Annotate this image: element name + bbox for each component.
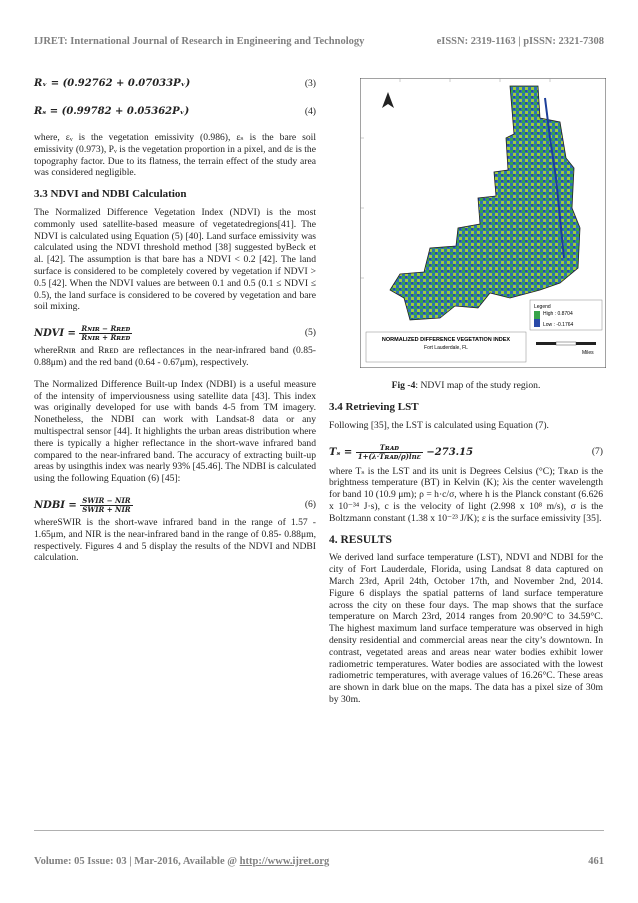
figure-caption	[329, 380, 603, 391]
equation-6-number: (6)	[304, 498, 316, 510]
legend-low: Low : -0.1764	[543, 322, 574, 328]
equation-6-denominator: SWIR + NIR	[82, 504, 131, 514]
equation-7-denominator: 1+(λ·Tʀᴀᴅ/ρ)lnε	[357, 451, 421, 461]
equation-6	[34, 491, 316, 517]
equation-5-numerator: Rɴɪʀ − Rʀᴇᴅ	[81, 324, 131, 334]
map-legend	[530, 300, 602, 330]
equation-5-number: (5)	[304, 327, 316, 339]
page-header	[34, 36, 604, 50]
legend-high: High : 0.8704	[543, 311, 573, 317]
ndvi-map	[360, 78, 606, 368]
paragraph-eq5: whereRɴɪʀ and Rʀᴇᴅ are reflectances in the near-infrared band (0.85- 0.88μm) and the red band (0.64 - 0.67μm), respectively.	[34, 345, 316, 368]
caption-text: : NDVI map of the study region.	[415, 380, 541, 391]
journal-link[interactable]: http://www.ijret.org	[239, 856, 330, 867]
equation-3-body: Rᵥ = (0.92762 + 0.07033Pᵥ)	[34, 78, 191, 89]
section-3-3-title: 3.3 NDVI and NDBI Calculation	[34, 188, 187, 201]
equation-7-lhs: Tₛ =	[329, 446, 353, 458]
equation-6-lhs: NDBI =	[34, 499, 77, 511]
caption-label: Fig -4	[391, 380, 416, 391]
paragraph-eq7: where Tₛ is the LST and its unit is Degrees Celsius (°C); Tʀᴀᴅ is the brightness temperature (BT) in Kelvin (K); λis the center wavelength for band 10 (10.9 μm); ρ = h·c/σ, where h is the Planck constant (6.626 x 10⁻³⁴ J·s), c is the velocity of light (2.998 x 10⁸ m/s), σ is the Boltzmann constant (1.38 x 10⁻²³ J/K); ε is the surface emissivity [35].	[329, 465, 603, 524]
equation-5-denominator: Rɴɪʀ + Rʀᴇᴅ	[81, 333, 131, 343]
equation-7	[329, 438, 603, 466]
equation-4	[34, 102, 316, 124]
equation-4-body: Rₛ = (0.99782 + 0.05362Pᵥ)	[34, 106, 190, 117]
paragraph-eq6: whereSWIR is the short-wave infrared band in the range of 1.57 - 1.65μm, and NIR is the near-infrared band in the range of 0.85- 0.88μm, respectively. Figures 4 and 5 display the results of the NDVI and NDBI calculation.	[34, 516, 316, 564]
equation-3-number: (3)	[304, 78, 316, 89]
paragraph-where: where, εᵥ is the vegetation emissivity (0.986), εₛ is the bare soil emissivity (0.973), Pᵥ is the vegetation proportion in a pixel, and dε is the topography factor. Due to its flatness, the terrain effect of the study area was considered negligible.	[34, 132, 316, 179]
footer-divider	[34, 830, 604, 831]
section-3-4-paragraph: Following [35], the LST is calculated using Equation (7).	[329, 419, 549, 431]
map-title: NORMALIZED DIFFERENCE VEGETATION INDEX	[381, 337, 511, 343]
equation-5	[34, 319, 316, 345]
left-column	[34, 74, 316, 570]
map-subtitle: Fort Lauderdale, FL	[424, 345, 468, 351]
equation-7-numerator: Tʀᴀᴅ	[356, 444, 423, 453]
section-3-4-title: 3.4 Retrieving LST	[329, 401, 419, 413]
legend-title: Legend	[534, 304, 551, 310]
equation-7-fraction	[356, 444, 423, 461]
equation-5-lhs: NDVI =	[34, 328, 76, 340]
paragraph-ndbi: The Normalized Difference Built-up Index (NDBI) is a useful measure of the intensity of imperviousness using satellite data [43]. This index was originally developed for use with bands 4-5 from TM imagery. Nonetheless, the NDBI can work with Landsat-8 data or any multispectral sensor [44]. It highlights the urban areas distribution where there is typically a higher reflectance in the short-wave infrared band compared to the near-infrared band. The accuracy of extracting built-up areas by usingthis index was nearly 93% [45.46]. The NDBI is calculated using the following Equation (6) [45]:	[34, 378, 316, 485]
footer-volume: Volume: 05 Issue: 03 | Mar-2016, Available @	[34, 856, 240, 867]
issn: eISSN: 2319-1163 | pISSN: 2321-7308	[436, 36, 604, 47]
equation-5-fraction	[79, 325, 132, 342]
equation-4-number: (4)	[304, 106, 316, 117]
equation-7-number: (7)	[591, 445, 603, 457]
section-3-3-paragraph: The Normalized Difference Vegetation Index (NDVI) is the most commonly used satellite-based measure of vegetatedregions[41]. The NDVI is calculated using Equation (5) [40]. Land surface emissivity was calculated using the NDVI threshold method [38] suggested byBeck et al. [42]. The assumption is that bare has a NDVI < 0.2 [42]. The land surface is considered to be completely covered by vegetation if NDVI > 0.5 [42]. When the NDVI values are between 0.1 and 0.5 (0.1 ≤ NDVI ≤ 0.5), the land surface is considered to be covered by vegetation and bare soil mixing.	[34, 206, 316, 313]
equation-7-tail: −273.15	[426, 446, 474, 458]
scale-label: Miles	[582, 350, 594, 356]
equation-3	[34, 74, 316, 96]
equation-6-numerator: SWIR − NIR	[82, 495, 131, 505]
right-column	[329, 398, 603, 712]
journal-title: IJRET: International Journal of Research in Engineering and Technology	[34, 36, 365, 47]
section-4-paragraph: We derived land surface temperature (LST), NDVI and NDBI for the city of Fort Lauderdale, Florida, using Landsat 8 data captured on March 23rd, April 24th, October 17th, and November 2nd, 2014. Figure 6 displays the spatial patterns of land surface temperature across the city on these four days. The map shows that the surface temperature on March 23rd, 2014 ranges from 20.90°C to 34.59°C. The highest maximum land surface temperature was observed in high density residential and commercial areas near the city’s downtown. In contrast, vegetated areas and areas near water bodies exhibit lower radiometric temperatures. Water bodies are associated with the lowest radiometric temperatures, with average values of 16.26°C. These areas are shown in dark blue on the maps. The data has a pixel size of 30m by 30m.	[329, 552, 603, 705]
section-4-title: 4. RESULTS	[329, 533, 392, 546]
map-title-block	[366, 332, 526, 362]
page-number: 461	[588, 856, 604, 867]
equation-6-fraction	[80, 497, 132, 514]
